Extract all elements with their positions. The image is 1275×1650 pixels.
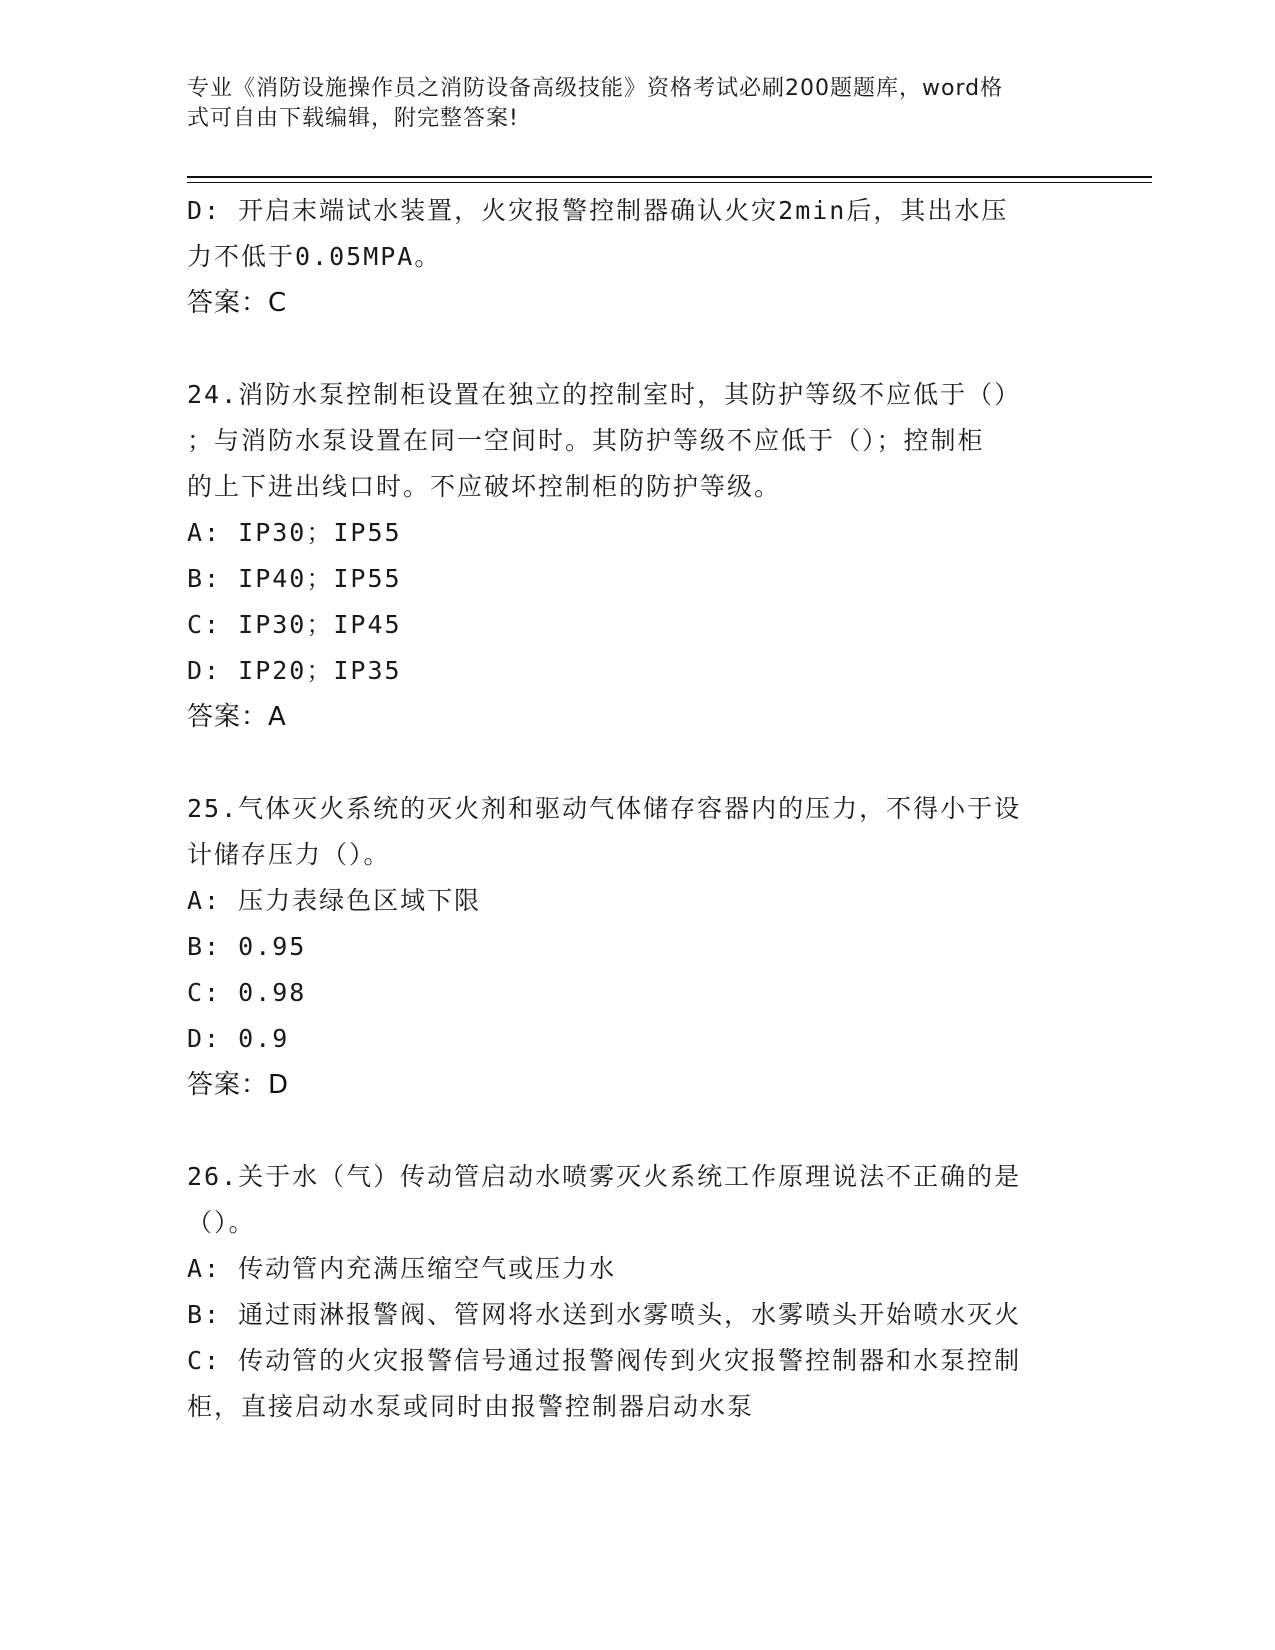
option-c: C: IP30；IP45: [187, 610, 402, 639]
option-d: D: IP20；IP35: [187, 656, 402, 685]
option-b: B: IP40；IP55: [187, 564, 402, 593]
question-stem-line-1: 24.消防水泵控制柜设置在独立的控制室时，其防护等级不应低于（）: [187, 380, 1022, 409]
spacer: [187, 326, 1087, 372]
option-d: D: 0.9: [187, 1024, 290, 1053]
question-24: [187, 372, 1087, 740]
page-header: [187, 74, 1067, 134]
question-23-tail: [187, 188, 1087, 326]
question-stem-line-1: 26.关于水（气）传动管启动水喷雾灭火系统工作原理说法不正确的是: [187, 1162, 1022, 1191]
question-stem-line-2: ；与消防水泵设置在同一空间时。其防护等级不应低于（）；控制柜: [187, 426, 985, 455]
spacer: [187, 740, 1087, 786]
option-c-line-1: C: 传动管的火灾报警信号通过报警阀传到火灾报警控制器和水泵控制: [187, 1346, 1022, 1375]
header-rule-thick: [187, 176, 1152, 178]
header-line-2: 式可自由下载编辑，附完整答案!: [187, 106, 519, 131]
spacer: [187, 1108, 1087, 1154]
document-body: [187, 188, 1087, 1430]
question-26: [187, 1154, 1087, 1430]
option-d-line-1: D: 开启末端试水装置，火灾报警控制器确认火灾2min后，其出水压: [187, 196, 1009, 225]
header-line-1: 专业《消防设施操作员之消防设备高级技能》资格考试必刷200题题库，word格: [187, 76, 1004, 101]
header-rule-thin: [187, 182, 1152, 183]
option-a: A: 压力表绿色区域下限: [187, 886, 482, 915]
option-a: A: 传动管内充满压缩空气或压力水: [187, 1254, 617, 1283]
question-stem-line-2: 计储存压力（）。: [187, 840, 391, 869]
question-25: [187, 786, 1087, 1108]
option-a: A: IP30；IP55: [187, 518, 402, 547]
question-stem-line-1: 25.气体灭火系统的灭火剂和驱动气体储存容器内的压力，不得小于设: [187, 794, 1022, 823]
question-stem-line-2: （）。: [187, 1208, 256, 1237]
answer-line: 答案：C: [187, 288, 288, 318]
question-stem-line-3: 的上下进出线口时。不应破坏控制柜的防护等级。: [187, 472, 782, 501]
option-d-line-2: 力不低于0.05MPA。: [187, 242, 442, 271]
answer-line: 答案：D: [187, 1070, 290, 1100]
option-b: B: 通过雨淋报警阀、管网将水送到水雾喷头，水雾喷头开始喷水灭火: [187, 1300, 1022, 1329]
option-c-line-2: 柜，直接启动水泵或同时由报警控制器启动水泵: [187, 1392, 755, 1421]
answer-line: 答案：A: [187, 702, 287, 732]
option-b: B: 0.95: [187, 932, 307, 961]
option-c: C: 0.98: [187, 978, 307, 1007]
